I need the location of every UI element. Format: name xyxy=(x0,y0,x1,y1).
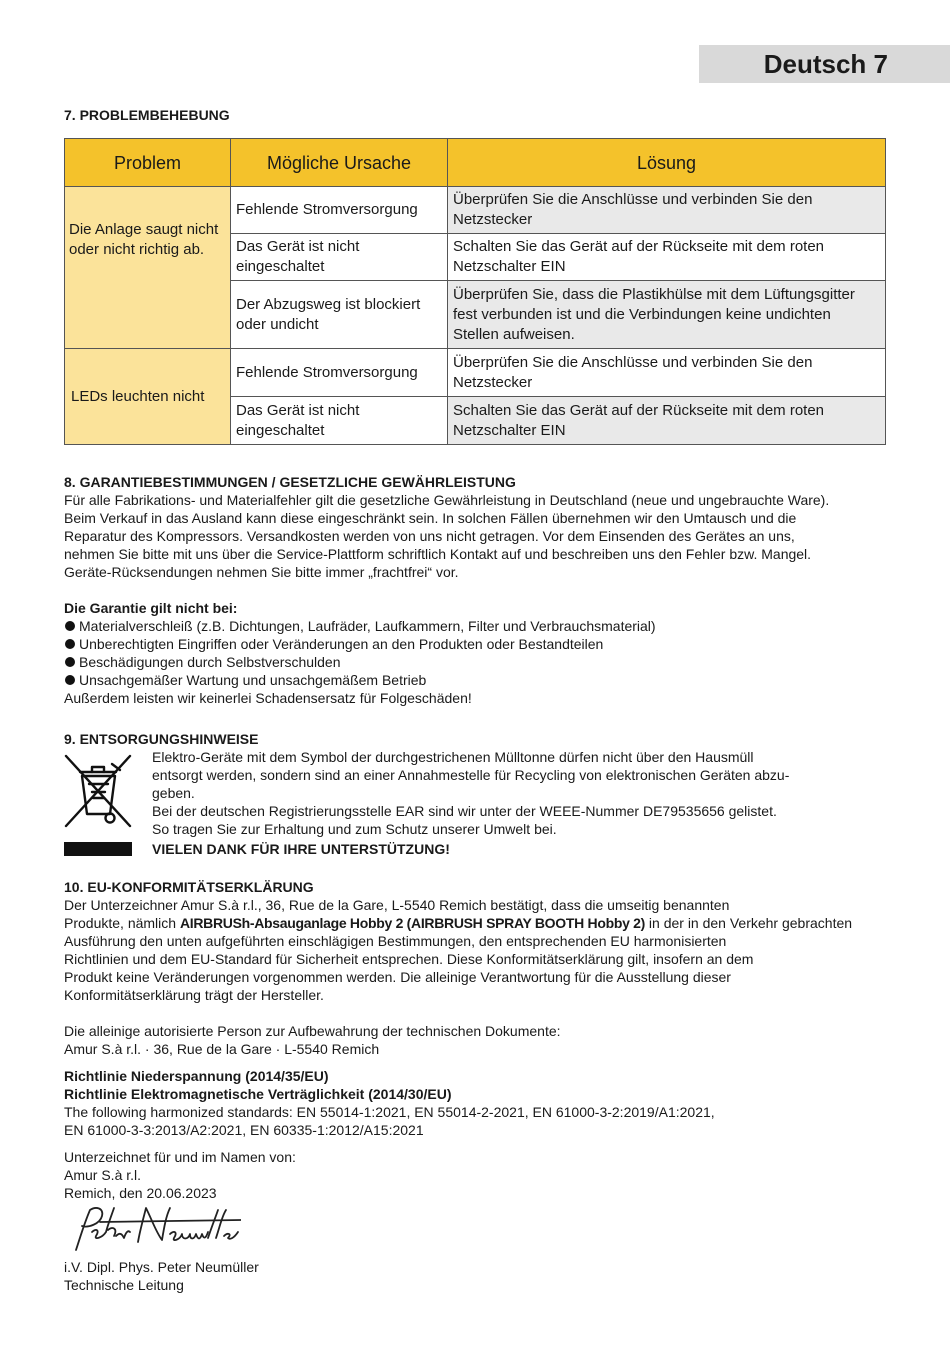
problem-cell: LEDs leuchten nicht xyxy=(65,349,231,445)
declaration-line: Ausführung den unten aufgeführten einschlägigen Bestimmungen, den entsprechenden EU harmonisierten xyxy=(64,933,727,949)
warranty-closing: Außerdem leisten wir keinerlei Schadensersatz für Folgeschäden! xyxy=(64,690,472,706)
header-problem: Problem xyxy=(65,139,231,187)
company-name: Amur S.à r.l. xyxy=(64,1167,142,1183)
declaration-line: Der Unterzeichner Amur S.à r.l., 36, Rue de la Gare, L-5540 Remich bestätigt, dass die umseitig benannten xyxy=(64,897,730,913)
disposal-line: entsorgt werden, sondern sind an einer Annahmestelle für Recycling von elektronischen Geräten abzu- xyxy=(152,767,790,783)
disposal-line: Elektro-Geräte mit dem Symbol der durchgestrichenen Mülltonne dürfen nicht über den Hausmüll xyxy=(152,749,754,765)
declaration-text: Produkte, nämlich xyxy=(64,915,180,931)
black-bar-marker xyxy=(64,842,132,856)
product-name: AIRBRUSh-Absauganlage Hobby 2 (AIRBRUSH SPRAY BOOTH Hobby 2) xyxy=(179,915,646,931)
header-solution: Lösung xyxy=(448,139,886,187)
directive-emc: Richtlinie Elektromagnetische Verträglichkeit (2014/30/EU) xyxy=(64,1086,452,1102)
cause-cell: Der Abzugsweg ist blockiert oder undicht xyxy=(231,281,448,349)
cause-cell: Das Gerät ist nicht eingeschaltet xyxy=(231,397,448,445)
disposal-text xyxy=(152,748,882,858)
troubleshooting-table xyxy=(64,138,886,445)
crossed-out-wheelie-bin-icon xyxy=(62,750,134,830)
table-header-row xyxy=(65,139,886,187)
list-item: Unberechtigten Eingriffen oder Veränderungen an den Produkten oder Bestandteilen xyxy=(64,635,894,653)
signer-role: Technische Leitung xyxy=(64,1277,184,1293)
section-7-title: 7. PROBLEMBEHEBUNG xyxy=(64,107,230,123)
declaration-line: Konformitätserklärung trägt der Hersteller. xyxy=(64,987,324,1003)
signer-block xyxy=(64,1258,259,1294)
warranty-line: nehmen Sie bitte mit uns über die Service-Plattform schriftlich Kontakt auf und beschreiben uns den Fehler bzw. Mangel. xyxy=(64,546,812,562)
page-language-tag: Deutsch 7 xyxy=(699,45,950,83)
declaration-line: Richtlinien und dem EU-Standard für Sicherheit entsprechen. Diese Konformitätserklärung gilt, insofern an dem xyxy=(64,951,754,967)
solution-cell: Überprüfen Sie, dass die Plastikhülse mit dem Lüftungsgitter fest verbunden ist und die Verbindungen keine undichten Stellen aufweisen. xyxy=(448,281,886,349)
section-10 xyxy=(64,878,894,1202)
solution-cell: Überprüfen Sie die Anschlüsse und verbinden Sie den Netzstecker xyxy=(448,187,886,234)
signed-for-label: Unterzeichnet für und im Namen von: xyxy=(64,1149,296,1165)
disposal-line: So tragen Sie zur Erhaltung und zum Schutz unserer Umwelt bei. xyxy=(152,821,557,837)
list-item: Beschädigungen durch Selbstverschulden xyxy=(64,653,894,671)
warranty-line: Reparatur des Kompressors. Versandkosten werden von uns nicht getragen. Vor dem Einsenden des Gerätes an uns, xyxy=(64,528,795,544)
warranty-line: Beim Verkauf in das Ausland kann diese eingeschränkt sein. In solchen Fällen übernehmen wir den Umtausch und die xyxy=(64,510,797,526)
list-item: Materialverschleiß (z.B. Dichtungen, Laufräder, Laufkammern, Filter und Verbrauchsmaterial) xyxy=(64,617,894,635)
declaration-text: in der in den Verkehr gebrachten xyxy=(645,915,853,931)
cause-cell: Das Gerät ist nicht eingeschaltet xyxy=(231,234,448,281)
standards-line xyxy=(64,1103,894,1121)
standards-label: The following harmonized standards: xyxy=(64,1104,293,1120)
disposal-line: geben. xyxy=(152,785,195,801)
standards-line: EN 61000-3-3:2013/A2:2021, EN 60335-1:2012/A15:2021 xyxy=(64,1122,424,1138)
signer-name: i.V. Dipl. Phys. Peter Neumüller xyxy=(64,1259,259,1275)
handwritten-signature xyxy=(66,1202,241,1256)
warranty-line: Für alle Fabrikations- und Materialfehler gilt die gesetzliche Gewährleistung in Deutschland (neue und ungebrauchte Ware). xyxy=(64,492,830,508)
list-item: Unsachgemäßer Wartung und unsachgemäßem Betrieb xyxy=(64,671,894,689)
authorized-address: Amur S.à r.l. · 36, Rue de la Gare · L-5540 Remich xyxy=(64,1041,380,1057)
solution-cell: Schalten Sie das Gerät auf der Rückseite mit dem roten Netzschalter EIN xyxy=(448,397,886,445)
directive-low-voltage: Richtlinie Niederspannung (2014/35/EU) xyxy=(64,1068,329,1084)
problem-cell: Die Anlage saugt nicht oder nicht richtig ab. xyxy=(65,187,231,349)
cause-cell: Fehlende Stromversorgung xyxy=(231,187,448,234)
cause-cell: Fehlende Stromversorgung xyxy=(231,349,448,397)
exclusions-list xyxy=(64,617,894,689)
solution-cell: Überprüfen Sie die Anschlüsse und verbinden Sie den Netzstecker xyxy=(448,349,886,397)
section-10-title: 10. EU-KONFORMITÄTSERKLÄRUNG xyxy=(64,879,314,895)
section-8-title: 8. GARANTIEBESTIMMUNGEN / GESETZLICHE GEWÄHRLEISTUNG xyxy=(64,474,516,490)
exclusions-title: Die Garantie gilt nicht bei: xyxy=(64,600,238,616)
standards-list: EN 55014-1:2021, EN 55014-2-2021, EN 61000-3-2:2019/A1:2021, xyxy=(292,1104,715,1120)
section-8 xyxy=(64,473,894,707)
authorized-person-label: Die alleinige autorisierte Person zur Aufbewahrung der technischen Dokumente: xyxy=(64,1023,561,1039)
disposal-line: Bei der deutschen Registrierungsstelle EAR sind wir unter der WEEE-Nummer DE79535656 gelistet. xyxy=(152,803,777,819)
solution-cell: Schalten Sie das Gerät auf der Rückseite mit dem roten Netzschalter EIN xyxy=(448,234,886,281)
declaration-line: Produkt keine Veränderungen vorgenommen werden. Die alleinige Verantwortung für die Ausstellung dieser xyxy=(64,969,731,985)
thank-you-note: VIELEN DANK FÜR IHRE UNTERSTÜTZUNG! xyxy=(152,841,450,857)
table-row xyxy=(65,349,886,397)
place-date: Remich, den 20.06.2023 xyxy=(64,1185,217,1201)
table-row xyxy=(65,187,886,234)
warranty-line: Geräte-Rücksendungen nehmen Sie bitte immer „frachtfrei“ vor. xyxy=(64,564,459,580)
declaration-line xyxy=(64,914,894,932)
header-cause: Mögliche Ursache xyxy=(231,139,448,187)
section-9-title: 9. ENTSORGUNGSHINWEISE xyxy=(64,731,259,747)
